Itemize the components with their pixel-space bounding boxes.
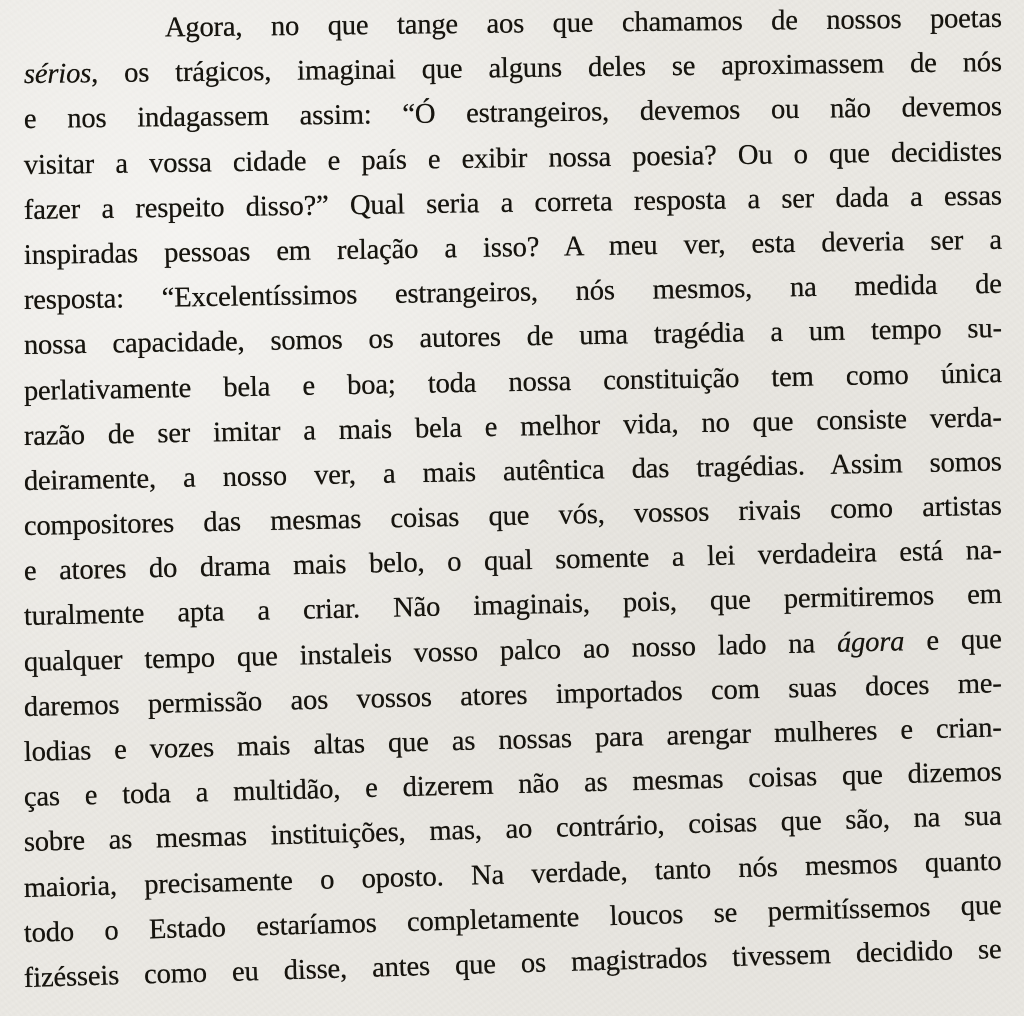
line-segment: ças e toda a multidão, e dizerem não as mesmas coisas que dizemos bbox=[23, 756, 1002, 814]
line-segment: sobre as mesmas instituições, mas, ao contrário, coisas que são, na sua bbox=[23, 800, 1002, 859]
line-segment: ágora bbox=[836, 625, 905, 659]
line-segment: e que bbox=[903, 623, 1003, 657]
line-segment: deiramente, a nosso ver, a mais autêntica das tragédias. Assim somos bbox=[23, 446, 1003, 497]
line-segment: resposta: “Excelentíssimos estrangeiros, nós mesmos, na medida de bbox=[23, 268, 1003, 317]
text-column bbox=[23, 2, 1003, 1001]
line-segment: fizésseis como eu disse, antes que os magistrados tivessem decidido se bbox=[23, 933, 1002, 994]
line-segment: e atores do drama mais belo, o qual somente a lei verdadeira está na- bbox=[23, 534, 1003, 588]
line-segment: maioria, precisamente o oposto. Na verdade, tanto nós mesmos quanto bbox=[23, 845, 1002, 904]
line-segment: nossa capacidade, somos os autores de uma tragédia a um tempo su- bbox=[23, 313, 1003, 362]
line-segment: fazer a respeito disso?” Qual seria a correta resposta a ser dada a essas bbox=[23, 180, 1003, 226]
line-segment: todo o Estado estaríamos completamente loucos se permitíssemos que bbox=[23, 889, 1002, 949]
line-segment: inspiradas pessoas em relação a isso? A meu ver, esta deveria ser a bbox=[23, 224, 1003, 271]
line-segment: , os trágicos, imaginai que alguns deles se aproximassem de nós bbox=[90, 47, 1003, 90]
line-segment: daremos permissão aos vossos atores importados com suas doces me- bbox=[23, 667, 1002, 723]
line-segment: compositores das mesmas coisas que vós, vossos rivais como artistas bbox=[23, 490, 1003, 543]
line-segment: qualquer tempo que instaleis vosso palco ao nosso lado na bbox=[23, 627, 838, 678]
line-segment: razão de ser imitar a mais bela e melhor vida, no que consiste verda- bbox=[23, 401, 1003, 452]
line-segment: visitar a vossa cidade e país e exibir nossa poesia? Ou o que decidistes bbox=[23, 135, 1003, 181]
line-segment: Agora, no que tange aos que chamamos de nossos poetas bbox=[164, 2, 1003, 44]
line-segment: e nos indagassem assim: “Ó estrangeiros, devemos ou não devemos bbox=[23, 91, 1003, 136]
line-segment: perlativamente bela e boa; toda nossa constituição tem como única bbox=[23, 357, 1003, 407]
line-segment: turalmente apta a criar. Não imaginais, pois, que permitiremos em bbox=[23, 579, 1002, 633]
line-segment: sérios bbox=[23, 58, 92, 91]
line-segment: lodias e vozes mais altas que as nossas para arengar mulheres e crian- bbox=[23, 712, 1002, 768]
